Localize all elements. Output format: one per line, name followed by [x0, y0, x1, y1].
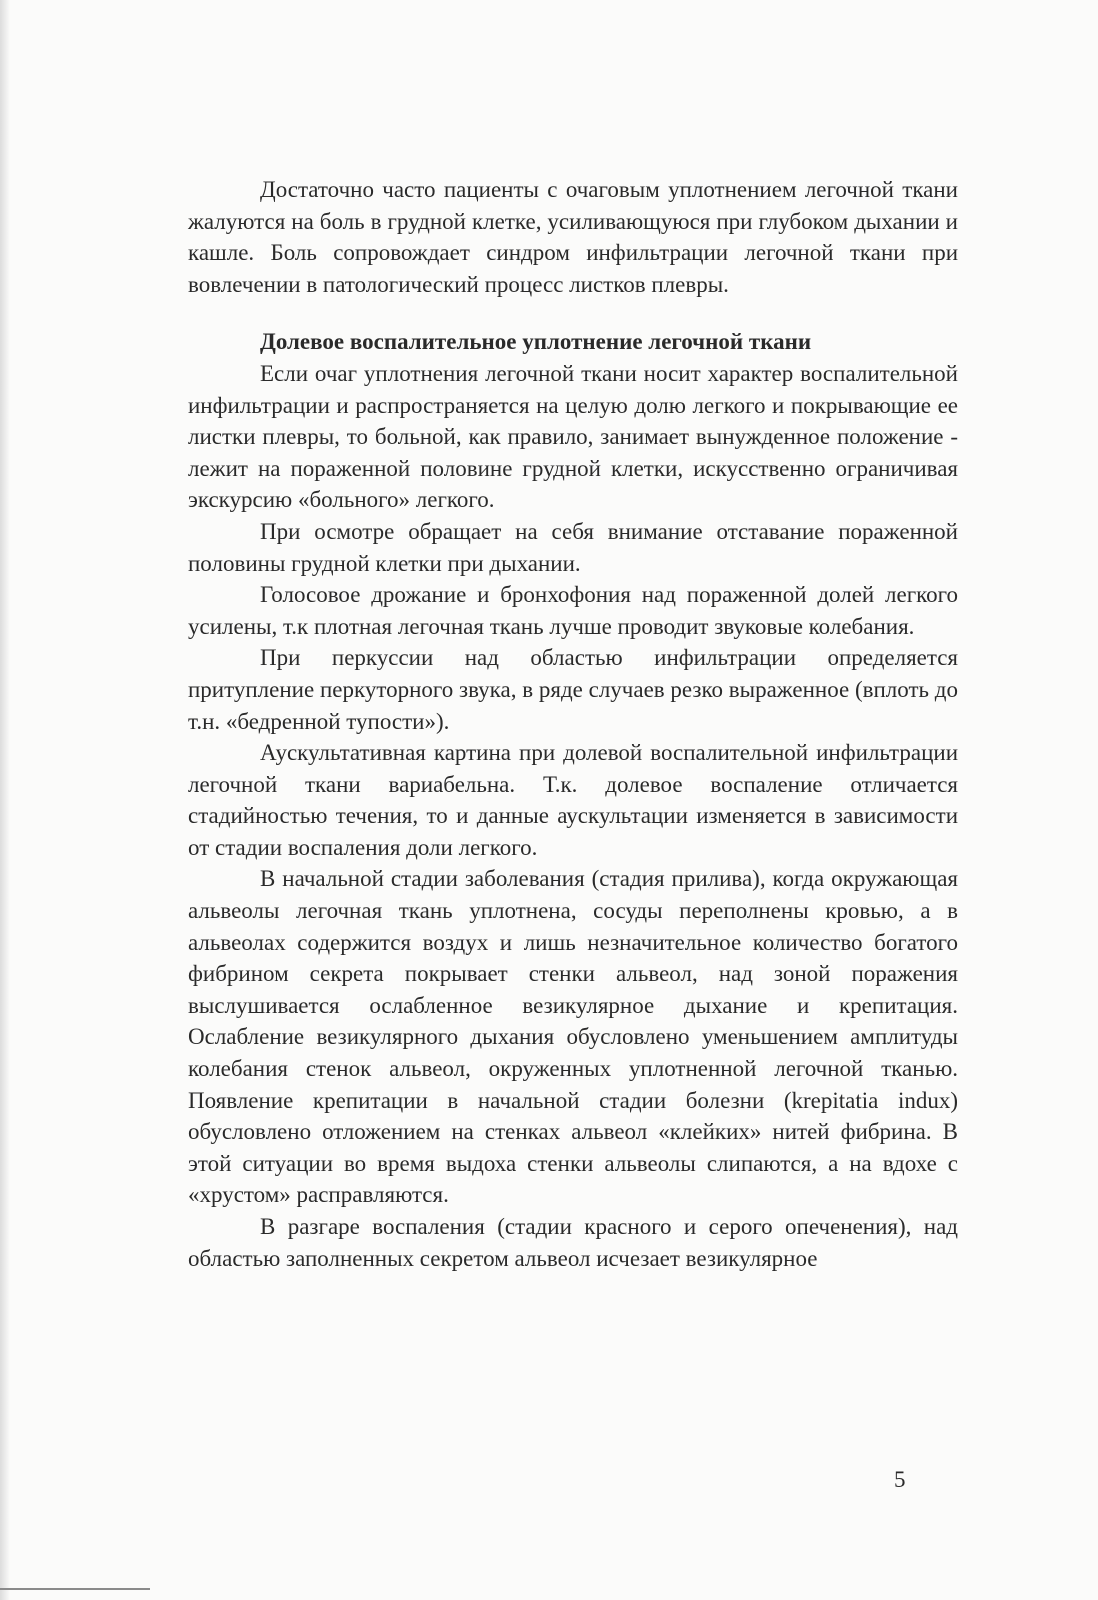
bottom-edge-line	[0, 1588, 150, 1590]
section-heading: Долевое воспалительное уплотнение легочной ткани	[260, 329, 812, 355]
paragraph-initial-stage: В начальной стадии заболевания (стадия прилива), когда окружающая альвеолы легочная ткань уплотнена, сосуды переполнены кровью, а в альвеолах содержится воздух и лишь незначительное количество богатого фибрином секрета покрывает стенки альвеол, над зоной поражения выслушивается ослабленное везикулярное дыхание и крепитация. Ослабление везикулярного дыхания обусловлено уменьшением амплитуды колебания стенок альвеол, окруженных уплотненной легочной тканью. Появление крепитации в начальной стадии болезни (krepitatia indux) обусловлено отложением на стенках альвеол «клейких» нитей фибрина. В этой ситуации во время выдоха стенки альвеолы слипаются, а на вдохе с «хрустом» расправляются.	[188, 866, 958, 1208]
paragraph-inspection: При осмотре обращает на себя внимание отставание пораженной половины грудной клетки при дыхании.	[188, 518, 958, 576]
paragraph-vocal-fremitus: Голосовое дрожание и бронхофония над пораженной долей легкого усилены, т.к плотная легочная ткань лучше проводит звуковые колебания.	[188, 582, 958, 639]
paragraph-forced-position: Если очаг уплотнения легочной ткани носит характер воспалительной инфильтрации и распространяется на целую долю легкого и покрывающие ее листки плевры, то больной, как правило, занимает вынужденное положение - лежит на пораженной половине грудной клетки, искусственно ограничивая экскурсию «больного» легкого.	[188, 360, 958, 513]
page-body	[188, 174, 958, 1274]
scan-edge-shadow	[0, 0, 10, 1600]
page-number: 5	[894, 1467, 906, 1492]
paragraph-auscultation: Аускультативная картина при долевой воспалительной инфильтрации легочной ткани вариабельна. Т.к. долевое воспаление отличается стадийностью течения, то и данные аускультации изменяется в зависимости от стадии воспаления доли легкого.	[188, 740, 958, 860]
paragraph-chest-pain: Достаточно часто пациенты с очаговым уплотнением легочной ткани жалуются на боль в грудной клетке, усиливающуюся при глубоком дыхании и кашле. Боль сопровождает синдром инфильтрации легочной ткани при вовлечении в патологический процесс листков плевры.	[188, 177, 958, 297]
paragraph-percussion: При перкуссии над областью инфильтрации определяется притупление перкуторного звука, в ряде случаев резко выраженное (вплоть до т.н. «бедренной тупости»).	[188, 645, 958, 734]
paragraph-peak-stage: В разгаре воспаления (стадии красного и серого опеченения), над областью заполненных секретом альвеол исчезает везикулярное	[188, 1214, 958, 1271]
